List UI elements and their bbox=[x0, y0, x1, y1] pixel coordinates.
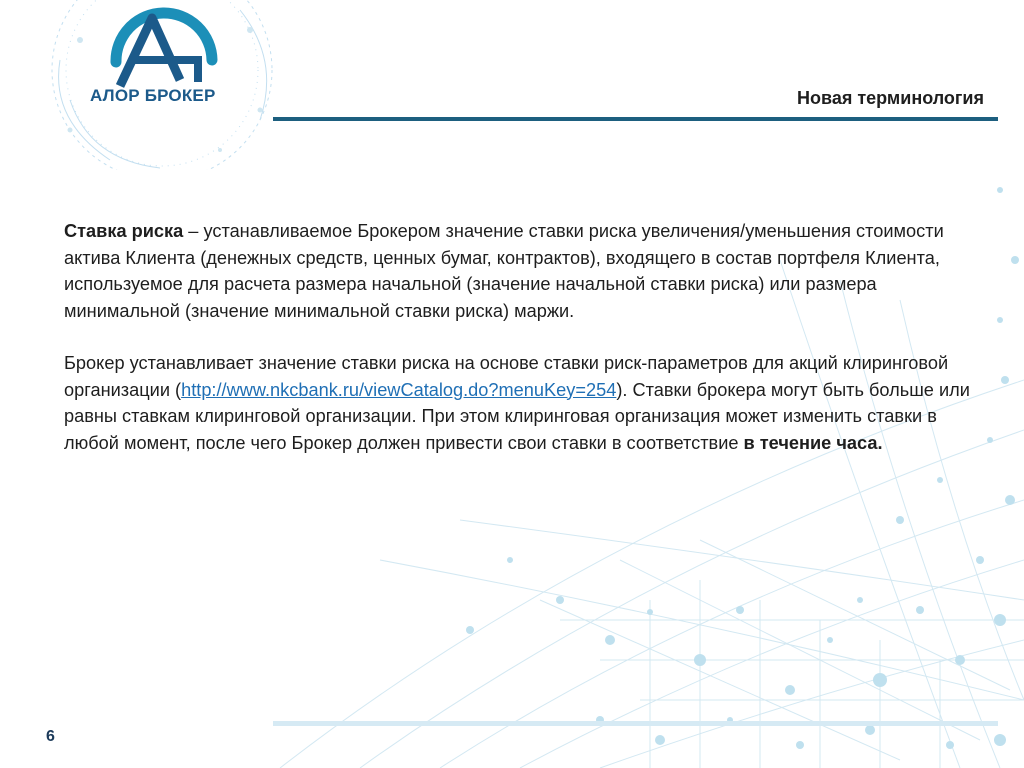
alor-logo bbox=[40, 0, 280, 170]
slide-content bbox=[64, 218, 994, 456]
page-number: 6 bbox=[46, 728, 55, 745]
definition-text: – устанавливаемое Брокером значение ставки риска увеличения/уменьшения стоимости актива Клиента (денежных средств, ценных бумаг, контрактов), входящего в состав портфеля Клиента, используемое для расчета размера начальной (значение начальной ставки риска) или размера минимальной (значение минимальной ставки риска) маржи. bbox=[64, 221, 944, 321]
term-bold: Ставка риска bbox=[64, 221, 184, 241]
paragraph-text-before-link: Брокер устанавливает значение ставки риска на основе ставки риск-параметров для акций клиринговой организации ( bbox=[64, 353, 949, 400]
footer-divider bbox=[273, 721, 998, 726]
title-divider bbox=[273, 117, 998, 121]
paragraph-definition bbox=[64, 218, 994, 324]
nkcbank-link[interactable]: http://www.nkcbank.ru/viewCatalog.do?menuKey=254 bbox=[181, 379, 617, 400]
paragraph-broker-rates bbox=[64, 350, 994, 456]
slide-title: Новая терминология bbox=[797, 88, 984, 108]
bold-deadline: в течение часа. bbox=[743, 432, 883, 453]
brand-name: АЛОР БРОКЕР bbox=[90, 86, 216, 105]
paragraph-text-after-link: ). Ставки брокера могут быть больше или равны ставкам клиринговой организации. При этом клиринговая организация может изменить ставки в любой момент, после чего Брокер должен привести свои ставки в соответствие bbox=[64, 379, 970, 453]
